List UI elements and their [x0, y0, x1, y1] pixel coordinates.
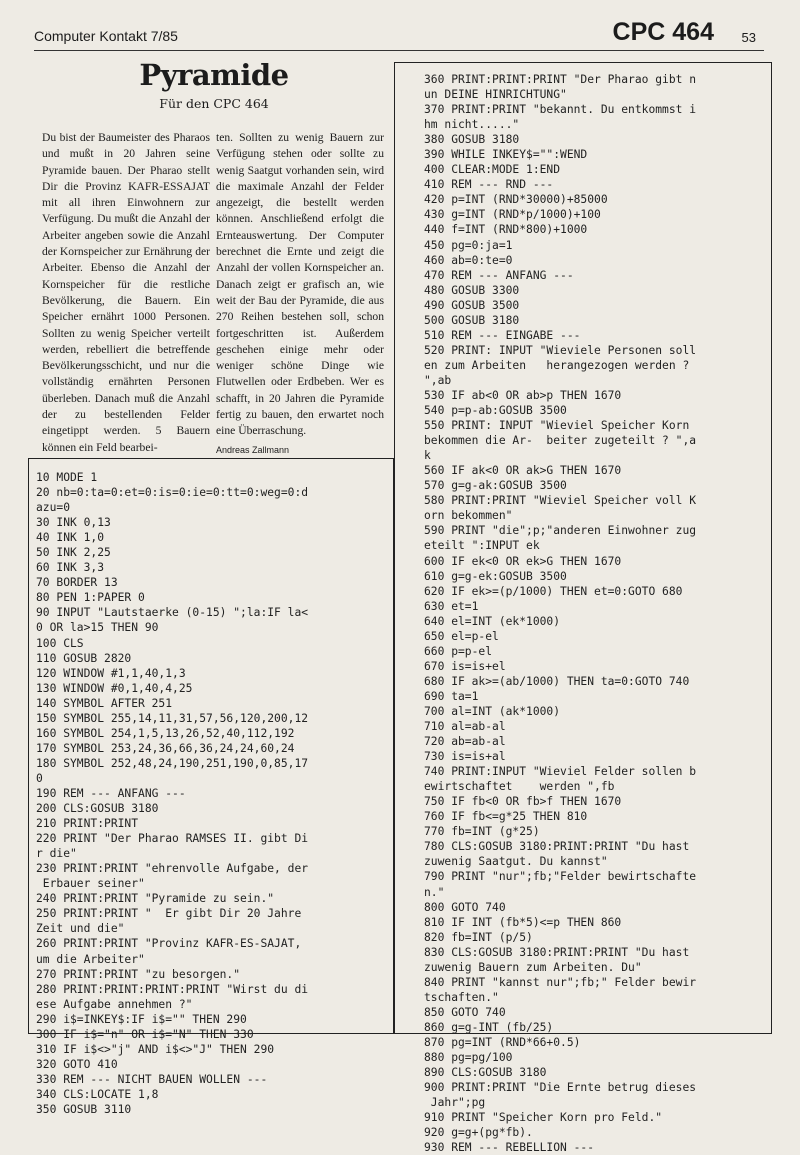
article-author: Andreas Zallmann — [216, 444, 290, 455]
section-title: CPC 464 — [612, 18, 714, 46]
page-number: 53 — [741, 30, 756, 45]
basic-listing-left: 10 MODE 1 20 nb=0:ta=0:et=0:is=0:ie=0:tt=0:weg=0:d azu=0 30 INK 0,13 40 INK 1,0 50 INK 2,25 60 INK 3,3 70 BORDER 13 80 PEN 1:PAPER 0 90 INPUT "Lautstaerke (0-15) ";la:IF la< 0 OR la>15 THEN 90 100 CLS 110 GOSUB 2820 120 WINDOW #1,1,40,1,3 130 WINDOW #0,1,40,4,25 140 SYMBOL AFTER 251 150 SYMBOL 255,14,11,31,57,56,120,200,12 160 SYMBOL 254,1,5,13,26,52,40,112,192 170 SYMBOL 253,24,36,66,36,24,24,60,24 180 SYMBOL 252,48,24,190,251,190,0,85,17 0 190 REM --- ANFANG --- 200 CLS:GOSUB 3180 210 PRINT:PRINT 220 PRINT "Der Pharao RAMSES II. gibt Di r die" 230 PRINT:PRINT "ehrenvolle Aufgabe, der Erbauer seiner" 240 PRINT:PRINT "Pyramide zu sein." 250 PRINT:PRINT " Er gibt Dir 20 Jahre Zeit und die" 260 PRINT:PRINT "Provinz KAFR-ES-SAJAT, um die Arbeiter" 270 PRINT:PRINT "zu besorgen." 280 PRINT:PRINT:PRINT:PRINT "Wirst du di ese Aufgabe annehmen ?" 290 i$=INKEY$:IF i$="" THEN 290 300 IF i$="n" OR i$="N" THEN 330 310 IF i$<>"j" AND i$<>"J" THEN 290 320 GOTO 410 330 REM --- NICHT BAUEN WOLLEN --- 340 CLS:LOCATE 1,8 350 GOSUB 3110 — [36, 471, 309, 1116]
basic-listing-right: 360 PRINT:PRINT:PRINT "Der Pharao gibt n un DEINE HINRICHTUNG" 370 PRINT:PRINT "bekannt. Du entkommst i hm nicht....." 380 GOSUB 3180 390 WHILE INKEY$="":WEND 400 CLEAR:MODE 1:END 410 REM --- RND --- 420 p=INT (RND*30000)+85000 430 g=INT (RND*p/1000)+100 440 f=INT (RND*800)+1000 450 pg=0:ja=1 460 ab=0:te=0 470 REM --- ANFANG --- 480 GOSUB 3300 490 GOSUB 3500 500 GOSUB 3180 510 REM --- EINGABE --- 520 PRINT: INPUT "Wieviele Personen soll en zum Arbeiten herangezogen werden ? ",ab 530 IF ab<0 OR ab>p THEN 1670 540 p=p-ab:GOSUB 3500 550 PRINT: INPUT "Wieviel Speicher Korn bekommen die Ar- beiter zugeteilt ? ",a k 560 IF ak<0 OR ak>G THEN 1670 570 g=g-ak:GOSUB 3500 580 PRINT:PRINT "Wieviel Speicher voll K orn bekommen" 590 PRINT "die";p;"anderen Einwohner zug eteilt ":INPUT ek 600 IF ek<0 OR ek>G THEN 1670 610 g=g-ek:GOSUB 3500 620 IF ek>=(p/1000) THEN et=0:GOTO 680 630 et=1 640 el=INT (ek*1000) 650 el=p-el 660 p=p-el 670 is=is+el 680 IF ak>=(ab/1000) THEN ta=0:GOTO 740 690 ta=1 700 al=INT (ak*1000) 710 al=ab-al 720 ab=ab-al 730 is=is+al 740 PRINT:INPUT "Wieviel Felder sollen b ewirtschaftet werden ",fb 750 IF fb<0 OR fb>f THEN 1670 760 IF fb<=g*25 THEN 810 770 fb=INT (g*25) 780 CLS:GOSUB 3180:PRINT:PRINT "Du hast zuwenig Saatgut. Du kannst" 790 PRINT "nur";fb;"Felder bewirtschafte n." 800 GOTO 740 810 IF INT (fb*5)<=p THEN 860 820 fb=INT (p/5) 830 CLS:GOSUB 3180:PRINT:PRINT "Du hast zuwenig Bauern zum Arbeiten. Du" 840 PRINT "kannst nur";fb;" Felder bewir tschaften." 850 GOTO 740 860 g=g-INT (fb/25) 870 pg=INT (RND*66+0.5) 880 pg=pg/100 890 CLS:GOSUB 3180 900 PRINT:PRINT "Die Ernte betrug dieses Jahr";pg 910 PRINT "Speicher Korn pro Feld." 920 g=g+(pg*fb). 930 REM --- REBELLION --- — [424, 73, 697, 1155]
magazine-title: Computer Kontakt 7/85 — [34, 28, 178, 44]
article-subtitle: Für den CPC 464 — [159, 96, 269, 111]
article-column-1 — [42, 130, 210, 456]
page-header — [34, 18, 764, 50]
article-title: Pyramide — [139, 58, 289, 92]
article-text-2: ten. Sollten zu wenig Bauern zur Verfügung stehen oder sollte zu wenig Saatgut vorhanden sein, wird die maximale Anzahl der Felder angezeigt, die bestellt werden können. Anschließend erfolgt die Ernteauswertung. Der Computer berechnet die Ernte und zeigt die Anzahl der vollen Kornspeicher an. Danach zeigt er grafisch an, wie weit der Bau der Pyramide, die aus 270 Reihen bestehen soll, schon fortgeschritten ist. Außerdem geschehen einige mehr oder weniger schöne Dinge wie Flutwellen oder Erdbeben. Wer es schafft, in 20 Jahren die Pyramide fertig zu bauen, den erwartet noch eine Überraschung. — [216, 131, 384, 438]
article-text-1: Du bist der Baumeister des Pharaos und mußt in 20 Jahren seine Pyramide bauen. Der Pharao stellt Dir die Provinz KAFR-ESSAJAT mit all ihren Einwohnern zur Verfügung. Du mußt die Anzahl der Arbeiter angeben sowie die Anzahl der Kornspeicher zur Ernährung der Arbeiter. Ebenso die Anzahl der Kornspeicher für die restliche Bevölkerung, die Bauern. Ein Speicher ernährt 1000 Personen. Sollten zu wenig Speicher verteilt werden, rebelliert die betreffende Bevölkerungsschicht, und nur die vollständig ernährten Personen überleben. Danach muß die Anzahl der zu bestellenden Felder eingetippt werden. 5 Bauern können ein Feld bearbei- — [42, 131, 210, 454]
article-column-2 — [216, 130, 384, 458]
header-rule — [34, 50, 764, 51]
article — [34, 58, 394, 458]
